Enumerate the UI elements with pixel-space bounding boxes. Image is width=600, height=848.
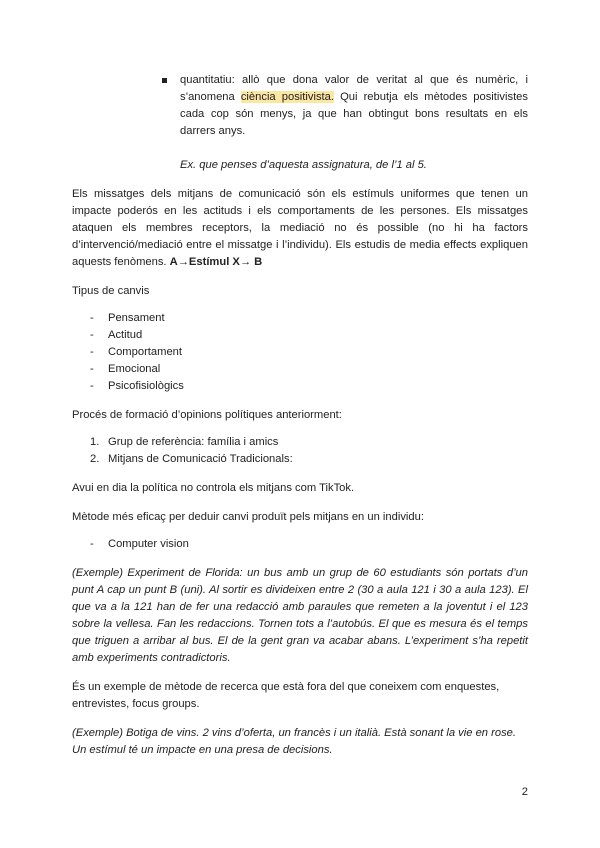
dash-icon: - bbox=[90, 312, 94, 324]
example-line: Ex. que penses d’aquesta assignatura, de l’1 al 5. bbox=[180, 159, 427, 171]
dash-icon: - bbox=[90, 363, 94, 375]
list-item-label: Computer vision bbox=[108, 538, 189, 550]
highlighted-term: ciència positivista. bbox=[240, 91, 334, 103]
formation-title: Procés de formació d’opinions polítiques anteriorment: bbox=[72, 409, 342, 421]
list-item-label: Emocional bbox=[108, 363, 161, 375]
changes-title: Tipus de canvis bbox=[72, 285, 150, 297]
list-item-label: Actitud bbox=[108, 329, 143, 341]
bullet-text-end: Qui rebutja els mètodes positivistes cada cop són menys, ja que han obtingut bons resultats en els darrers anys. bbox=[180, 91, 528, 137]
list-item-label: Psicofisiològics bbox=[108, 380, 184, 392]
dash-icon: - bbox=[90, 346, 94, 358]
list-item-label: Comportament bbox=[108, 346, 182, 358]
paragraph-media-effects bbox=[72, 186, 528, 271]
example-florida: (Exemple) Experiment de Florida: un bus amb un grup de 60 estudiants són portats d’un punt A cap un punt B (uni). Al sortir es divideixen entre 2 (30 a aula 121 i 30 a aula 123). El que va a la 121 han de fer una redacció amb paraules que remeten a la joventut i el 123 sobre la vellesa. Fan les redaccions. Tornen tots a l’autobús. El que es mesura és el temps que triguen a arribar al bus. El de la gent gran va acabar abans. L’experiment s’ha repetit amb experiments contradictoris. bbox=[72, 567, 528, 664]
page-number: 2 bbox=[521, 786, 528, 798]
dash-icon: - bbox=[90, 329, 94, 341]
bullet-quantitative bbox=[180, 72, 528, 140]
paragraph-media-effects-text: Els missatges dels mitjans de comunicació són els estímuls uniformes que tenen un impacte poderós en les actituds i els comportaments de les persones. Els missatges ataquen els membres receptors, la mediació no és possible (no hi ha factors d’intervenció/mediació entre el missatge i l’individu). Els estudis de media effects expliquen aquests fenòmens. bbox=[72, 188, 528, 268]
formation-list bbox=[72, 434, 528, 468]
method-list bbox=[72, 536, 528, 553]
dash-icon: - bbox=[90, 380, 94, 392]
list-item bbox=[72, 451, 528, 468]
list-item bbox=[72, 434, 528, 451]
changes-list bbox=[72, 310, 528, 395]
research-paragraph: És un exemple de mètode de recerca que està fora del que coneixem com enquestes, entrevistes, focus groups. bbox=[72, 681, 500, 710]
bullet-text-start: quantitatiu: allò que dona valor de veritat al que és numèric, i s’anomena bbox=[180, 74, 528, 103]
list-item-label: Grup de referència: família i amics bbox=[108, 436, 279, 448]
list-item-label: Pensament bbox=[108, 312, 165, 324]
list-item-label: Mitjans de Comunicació Tradicionals: bbox=[108, 453, 293, 465]
formula-text: A→Estímul X→ B bbox=[169, 256, 263, 268]
list-number: 2. bbox=[90, 453, 100, 465]
list-item bbox=[72, 361, 528, 378]
square-bullet-icon bbox=[162, 78, 167, 83]
method-title: Mètode més eficaç per deduir canvi produït pels mitjans en un individu: bbox=[72, 511, 424, 523]
today-paragraph: Avui en dia la política no controla els mitjans com TikTok. bbox=[72, 482, 355, 494]
page-content bbox=[72, 72, 528, 759]
example-wine: (Exemple) Botiga de vins. 2 vins d’oferta, un francès i un italià. Està sonant la vie en rose. Un estímul té un impacte en una presa de decisions. bbox=[72, 727, 517, 756]
list-item bbox=[72, 327, 528, 344]
dash-icon: - bbox=[90, 538, 94, 550]
list-number: 1. bbox=[90, 436, 100, 448]
list-item bbox=[72, 536, 528, 553]
list-item bbox=[72, 378, 528, 395]
list-item bbox=[72, 344, 528, 361]
list-item bbox=[72, 310, 528, 327]
